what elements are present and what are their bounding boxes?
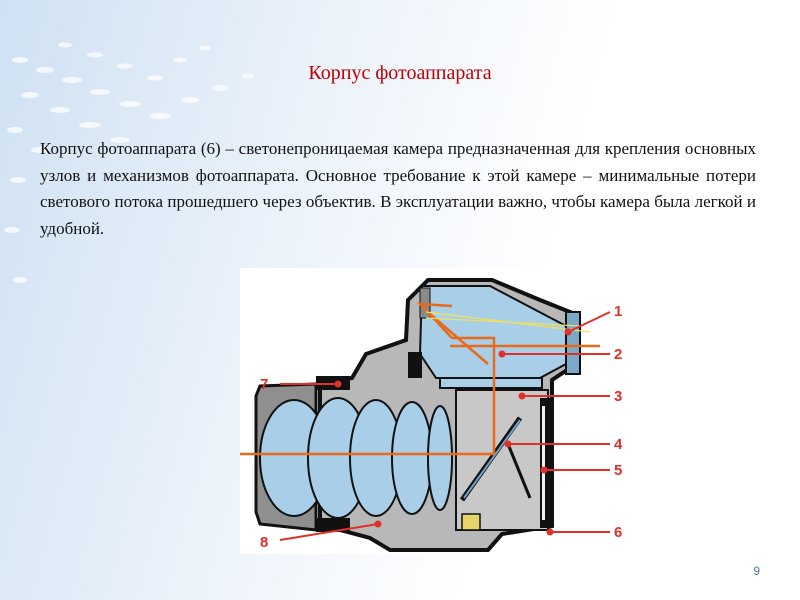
eyepiece: [566, 312, 580, 374]
lens-element: [428, 406, 452, 510]
focusing-screen: [440, 378, 542, 388]
slide-title: Корпус фотоаппарата: [308, 62, 492, 84]
lens-element: [392, 402, 432, 514]
callout-label-3: 3: [614, 388, 623, 405]
camera-cross-section-diagram: [240, 268, 640, 554]
page-number: 9: [753, 564, 760, 578]
callout-label-2: 2: [614, 346, 623, 363]
slide-body-text: Корпус фотоаппарата (6) – светонепроницаемая камера предназначенная для крепления основных узлов и механизмов фотоаппарата. Основное требование к этой камере – минимальные потери светового потока прошедшего через объектив. В эксплуатации важно, чтобы камера была легкой и удобной.: [40, 139, 756, 238]
callout-label-5: 5: [614, 462, 623, 479]
callout-label-6: 6: [614, 524, 623, 541]
callout-label-8: 8: [260, 534, 269, 551]
callout-label-7: 7: [260, 376, 269, 393]
mirror-box: [456, 390, 548, 530]
callout-label-1: 1: [614, 303, 623, 320]
callout-label-4: 4: [614, 436, 623, 453]
meter-cell: [462, 514, 480, 530]
